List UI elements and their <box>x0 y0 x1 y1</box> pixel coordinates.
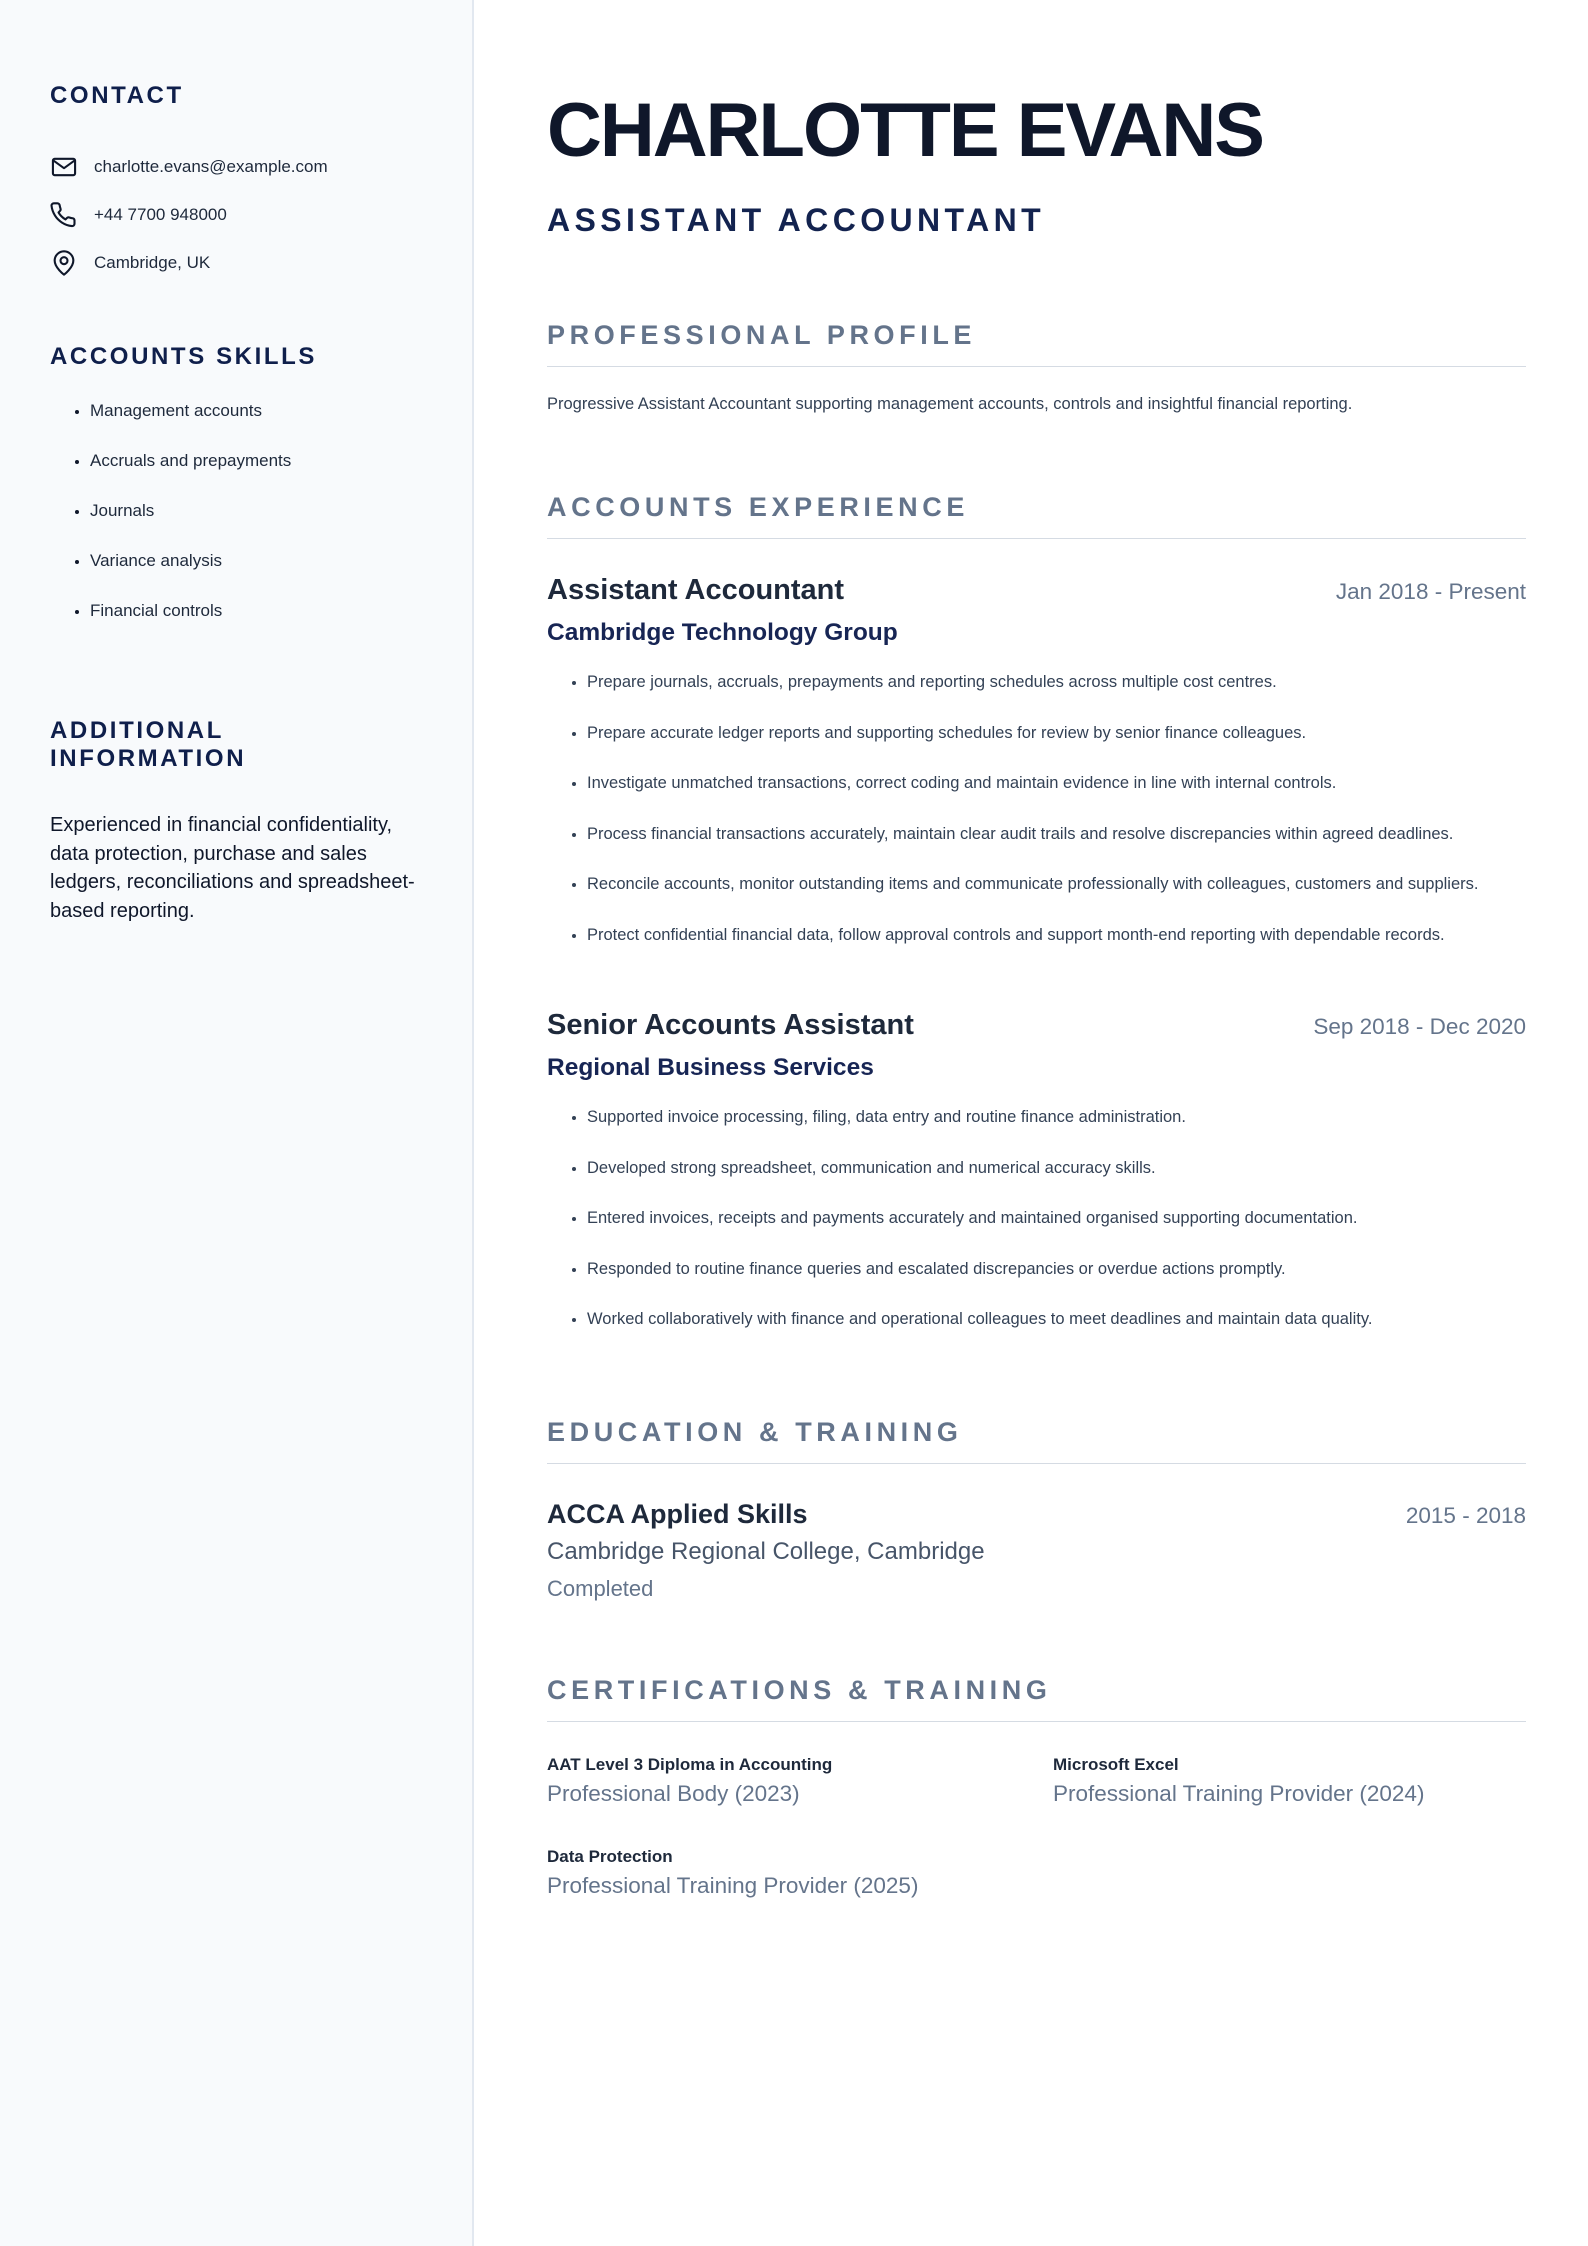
education-status: Completed <box>547 1575 654 1601</box>
skill-item: • Journals <box>90 501 422 551</box>
education-section <box>547 1415 1526 1603</box>
job-bullet: • Reconcile accounts, monitor outstanding items and communicate professionally with colleagues, customers and suppliers. <box>587 874 1526 925</box>
job-bullet: • Developed strong spreadsheet, communication and numerical accuracy skills. <box>587 1158 1526 1209</box>
certification-entry <box>1053 1754 1526 1808</box>
skill-item: • Variance analysis <box>90 551 422 601</box>
job-company: Regional Business Services <box>547 1054 874 1081</box>
job-dates: Sep 2018 - Dec 2020 <box>1313 1014 1526 1039</box>
education-heading: EDUCATION & TRAINING <box>547 1415 1526 1464</box>
job-dates: Jan 2018 - Present <box>1335 579 1526 604</box>
job-header <box>547 1007 1526 1043</box>
job-header <box>547 572 1526 608</box>
candidate-name: CHARLOTTE EVANS <box>547 88 1263 173</box>
location-pin-icon <box>50 249 78 277</box>
job-entry <box>547 572 1526 975</box>
certification-name: Data Protection <box>547 1846 673 1866</box>
experience-section <box>547 490 1526 1360</box>
contact-phone-text: +44 7700 948000 <box>94 205 227 224</box>
job-title: Assistant Accountant <box>547 574 845 606</box>
contact-location <box>50 239 422 287</box>
certification-entry <box>547 1754 1053 1808</box>
education-header <box>547 1497 1526 1531</box>
profile-heading: PROFESSIONAL PROFILE <box>547 318 1526 367</box>
contact-location-text: Cambridge, UK <box>94 253 211 272</box>
job-bullet: • Worked collaboratively with finance and operational colleagues to meet deadlines and maintain data quality. <box>587 1309 1526 1360</box>
additional-info-text: Experienced in financial confidentiality, data protection, purchase and sales ledgers, reconciliations and spreadsheet-based reporting. <box>50 814 415 922</box>
profile-section <box>547 318 1526 415</box>
mail-icon <box>50 153 78 181</box>
contact-email[interactable] <box>50 143 422 191</box>
skill-item: • Financial controls <box>90 601 422 651</box>
education-school: Cambridge Regional College, Cambridge <box>547 1537 985 1565</box>
certifications-section <box>547 1673 1526 1900</box>
skills-list <box>50 401 422 651</box>
certification-name: AAT Level 3 Diploma in Accounting <box>547 1754 833 1774</box>
certifications-grid <box>547 1754 1526 1900</box>
job-company: Cambridge Technology Group <box>547 619 898 646</box>
phone-icon <box>50 201 78 229</box>
education-entry <box>547 1497 1526 1603</box>
candidate-role: ASSISTANT ACCOUNTANT <box>547 202 1046 238</box>
job-bullet: • Supported invoice processing, filing, data entry and routine finance administration. <box>587 1107 1526 1158</box>
job-bullet: • Protect confidential financial data, follow approval controls and support month-end reporting with dependable records. <box>587 925 1526 976</box>
job-bullets <box>547 672 1526 975</box>
job-bullet: • Entered invoices, receipts and payments accurately and maintained organised supporting documentation. <box>587 1208 1526 1259</box>
certification-entry <box>547 1846 1053 1900</box>
certification-provider: Professional Body (2023) <box>547 1780 800 1806</box>
job-title: Senior Accounts Assistant <box>547 1009 914 1041</box>
education-dates: 2015 - 2018 <box>1405 1502 1526 1528</box>
profile-text: Progressive Assistant Accountant supporting management accounts, controls and insightful financial reporting. <box>547 395 1353 413</box>
job-bullets <box>547 1107 1526 1360</box>
certification-provider: Professional Training Provider (2024) <box>1053 1780 1425 1806</box>
skills-heading: ACCOUNTS SKILLS <box>50 343 317 370</box>
job-entry <box>547 1007 1526 1360</box>
job-bullet: • Responded to routine finance queries and escalated discrepancies or overdue actions promptly. <box>587 1259 1526 1310</box>
contact-list <box>50 143 422 287</box>
experience-heading: ACCOUNTS EXPERIENCE <box>547 490 1526 539</box>
skill-item: • Accruals and prepayments <box>90 451 422 501</box>
job-bullet: • Prepare accurate ledger reports and supporting schedules for review by senior finance colleagues. <box>587 723 1526 774</box>
contact-phone[interactable] <box>50 191 422 239</box>
certification-name: Microsoft Excel <box>1053 1754 1179 1774</box>
additional-info-heading: ADDITIONAL INFORMATION <box>50 717 247 772</box>
contact-email-text: charlotte.evans@example.com <box>94 157 328 176</box>
job-bullet: • Investigate unmatched transactions, correct coding and maintain evidence in line with internal controls. <box>587 773 1526 824</box>
certification-provider: Professional Training Provider (2025) <box>547 1872 919 1898</box>
contact-heading: CONTACT <box>50 82 184 109</box>
education-title: ACCA Applied Skills <box>547 1498 808 1529</box>
job-bullet: • Process financial transactions accurately, maintain clear audit trails and resolve discrepancies within agreed deadlines. <box>587 824 1526 875</box>
job-bullet: • Prepare journals, accruals, prepayments and reporting schedules across multiple cost centres. <box>587 672 1526 723</box>
certifications-heading: CERTIFICATIONS & TRAINING <box>547 1673 1526 1722</box>
skill-item: • Management accounts <box>90 401 422 451</box>
main-content <box>474 0 1588 2246</box>
sidebar <box>0 0 474 2246</box>
